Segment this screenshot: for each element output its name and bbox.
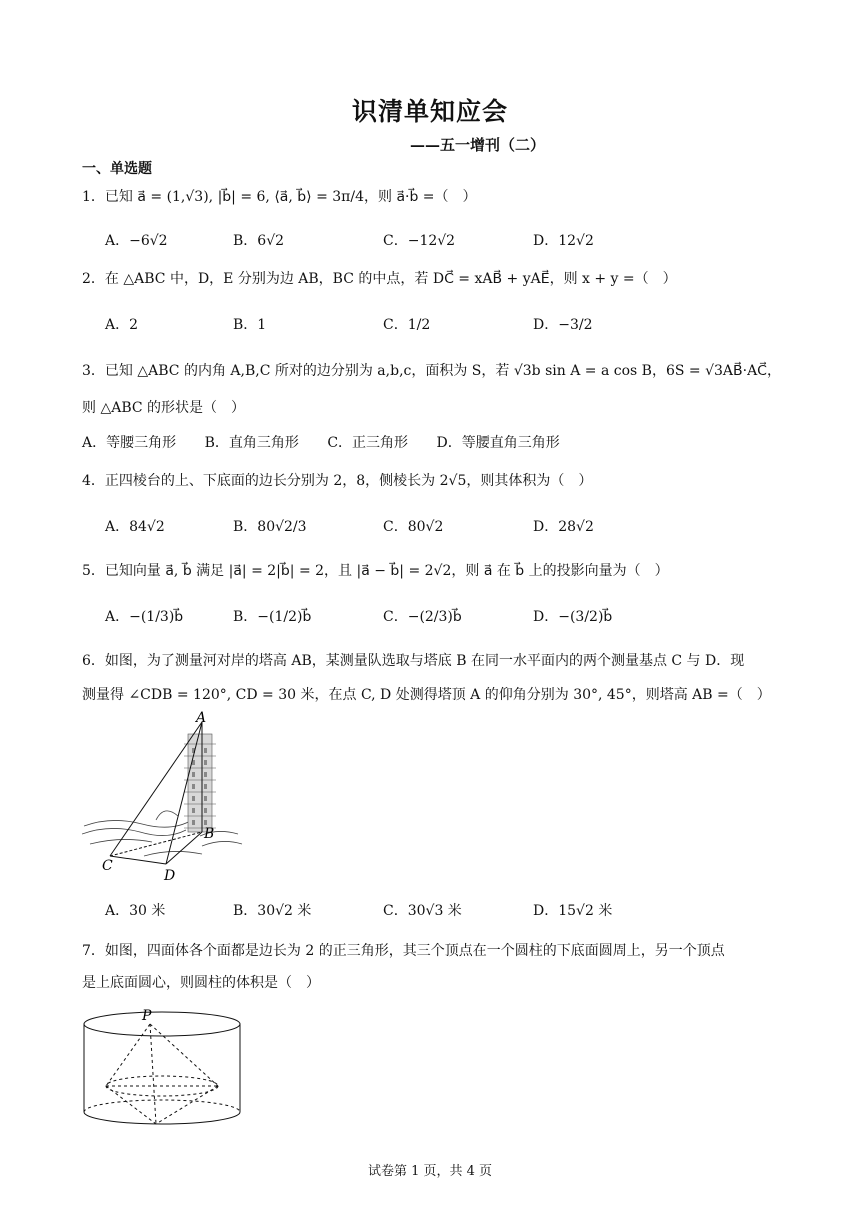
tower-measurement-figure bbox=[82, 708, 252, 884]
question-3-option-d: D．等腰直角三角形 bbox=[436, 435, 560, 451]
question-4-option-d: D．28√2 bbox=[533, 519, 594, 535]
question-5-stem: 5．已知向量 a⃗, b⃗ 满足 |a⃗| = 2|b⃗| = 2，且 |a⃗ − b⃗| = 2√2，则 a⃗ 在 b⃗ 上的投影向量为（ ） bbox=[82, 563, 669, 579]
question-3-options bbox=[82, 432, 584, 452]
question-2-stem: 2．在 △ABC 中，D，E 分别为边 AB，BC 的中点，若 DC⃗ = xAB⃗ + yAE⃗，则 x + y =（ ） bbox=[82, 271, 677, 287]
section-heading: 一、单选题 bbox=[82, 161, 152, 177]
question-1-option-a: A．−6√2 bbox=[105, 233, 168, 249]
question-5-option-c: C．−(2/3)b⃗ bbox=[383, 609, 462, 625]
question-2-option-a: A．2 bbox=[105, 317, 139, 333]
question-4-option-b: B．80√2/3 bbox=[233, 519, 307, 535]
question-5-option-d: D．−(3/2)b⃗ bbox=[533, 609, 613, 625]
river-ripples bbox=[82, 811, 242, 856]
pagoda-drawing bbox=[184, 734, 216, 832]
page-subtitle: ——五一增刊（二） bbox=[410, 136, 546, 154]
question-7-stem: 7．如图，四面体各个面都是边长为 2 的正三角形，其三个顶点在一个圆柱的下底面圆周上，另一个顶点 bbox=[82, 943, 725, 959]
point-d-label: D bbox=[164, 868, 176, 884]
question-2-option-b: B．1 bbox=[233, 317, 267, 333]
question-6-stem-line2: 测量得 ∠CDB = 120°, CD = 30 米，在点 C, D 处测得塔顶 A 的仰角分别为 30°, 45°，则塔高 AB =（ ） bbox=[82, 687, 771, 703]
question-1-options bbox=[105, 230, 785, 254]
question-3-option-a: A．等腰三角形 bbox=[82, 435, 177, 451]
question-3-stem-line2: 则 △ABC 的形状是（ ） bbox=[82, 400, 246, 416]
question-2-option-d: D．−3/2 bbox=[533, 317, 593, 333]
question-6-option-a: A．30 米 bbox=[105, 903, 166, 919]
question-5-option-b: B．−(1/2)b⃗ bbox=[233, 609, 312, 625]
point-p-label: P bbox=[142, 1008, 152, 1024]
cylinder-top-ellipse bbox=[84, 1012, 240, 1036]
question-6-stem: 6．如图，为了测量河对岸的塔高 AB，某测量队选取与塔底 B 在同一水平面内的两个测量基点 C 与 D．现 bbox=[82, 653, 745, 669]
point-b-label: B bbox=[204, 826, 215, 842]
question-7-stem-line2: 是上底面圆心，则圆柱的体积是（ ） bbox=[82, 975, 320, 991]
question-3-option-b: B．直角三角形 bbox=[204, 435, 299, 451]
question-6-option-b: B．30√2 米 bbox=[233, 903, 312, 919]
question-3-stem: 3．已知 △ABC 的内角 A,B,C 所对的边分别为 a,b,c，面积为 S，若 √3b sin A = a cos B，6S = √3AB⃗·AC⃗， bbox=[82, 363, 781, 379]
question-3-option-c: C．正三角形 bbox=[327, 435, 409, 451]
question-4-option-c: C．80√2 bbox=[383, 519, 444, 535]
question-1-option-b: B．6√2 bbox=[233, 233, 285, 249]
question-6-option-c: C．30√3 米 bbox=[383, 903, 462, 919]
question-4-options bbox=[105, 516, 785, 540]
cylinder-bottom-front bbox=[84, 1112, 240, 1124]
tetrahedron-edges bbox=[106, 1024, 218, 1124]
cylinder-tetrahedron-figure bbox=[82, 1008, 246, 1132]
page-footer: 试卷第 1 页，共 4 页 bbox=[367, 1164, 493, 1179]
question-1-stem: 1．已知 a⃗ = (1,√3), |b⃗| = 6, ⟨a⃗, b⃗⟩ = 3π/4，则 a⃗·b⃗ =（ ） bbox=[82, 189, 477, 205]
question-5-options bbox=[105, 606, 785, 630]
question-1-option-c: C．−12√2 bbox=[383, 233, 456, 249]
question-4-stem: 4．正四棱台的上、下底面的边长分别为 2，8，侧棱长为 2√5，则其体积为（ ） bbox=[82, 473, 593, 489]
question-5-option-a: A．−(1/3)b⃗ bbox=[105, 609, 184, 625]
question-4-option-a: A．84√2 bbox=[105, 519, 165, 535]
question-1-option-d: D．12√2 bbox=[533, 233, 594, 249]
cylinder-bottom-back bbox=[84, 1100, 240, 1112]
question-6-options bbox=[105, 900, 785, 924]
question-6-option-d: D．15√2 米 bbox=[533, 903, 613, 919]
question-2-option-c: C．1/2 bbox=[383, 317, 431, 333]
question-2-options bbox=[105, 314, 785, 338]
point-c-label: C bbox=[102, 858, 113, 874]
point-a-label: A bbox=[196, 710, 207, 726]
page-title: 识清单知应会 bbox=[351, 97, 508, 126]
